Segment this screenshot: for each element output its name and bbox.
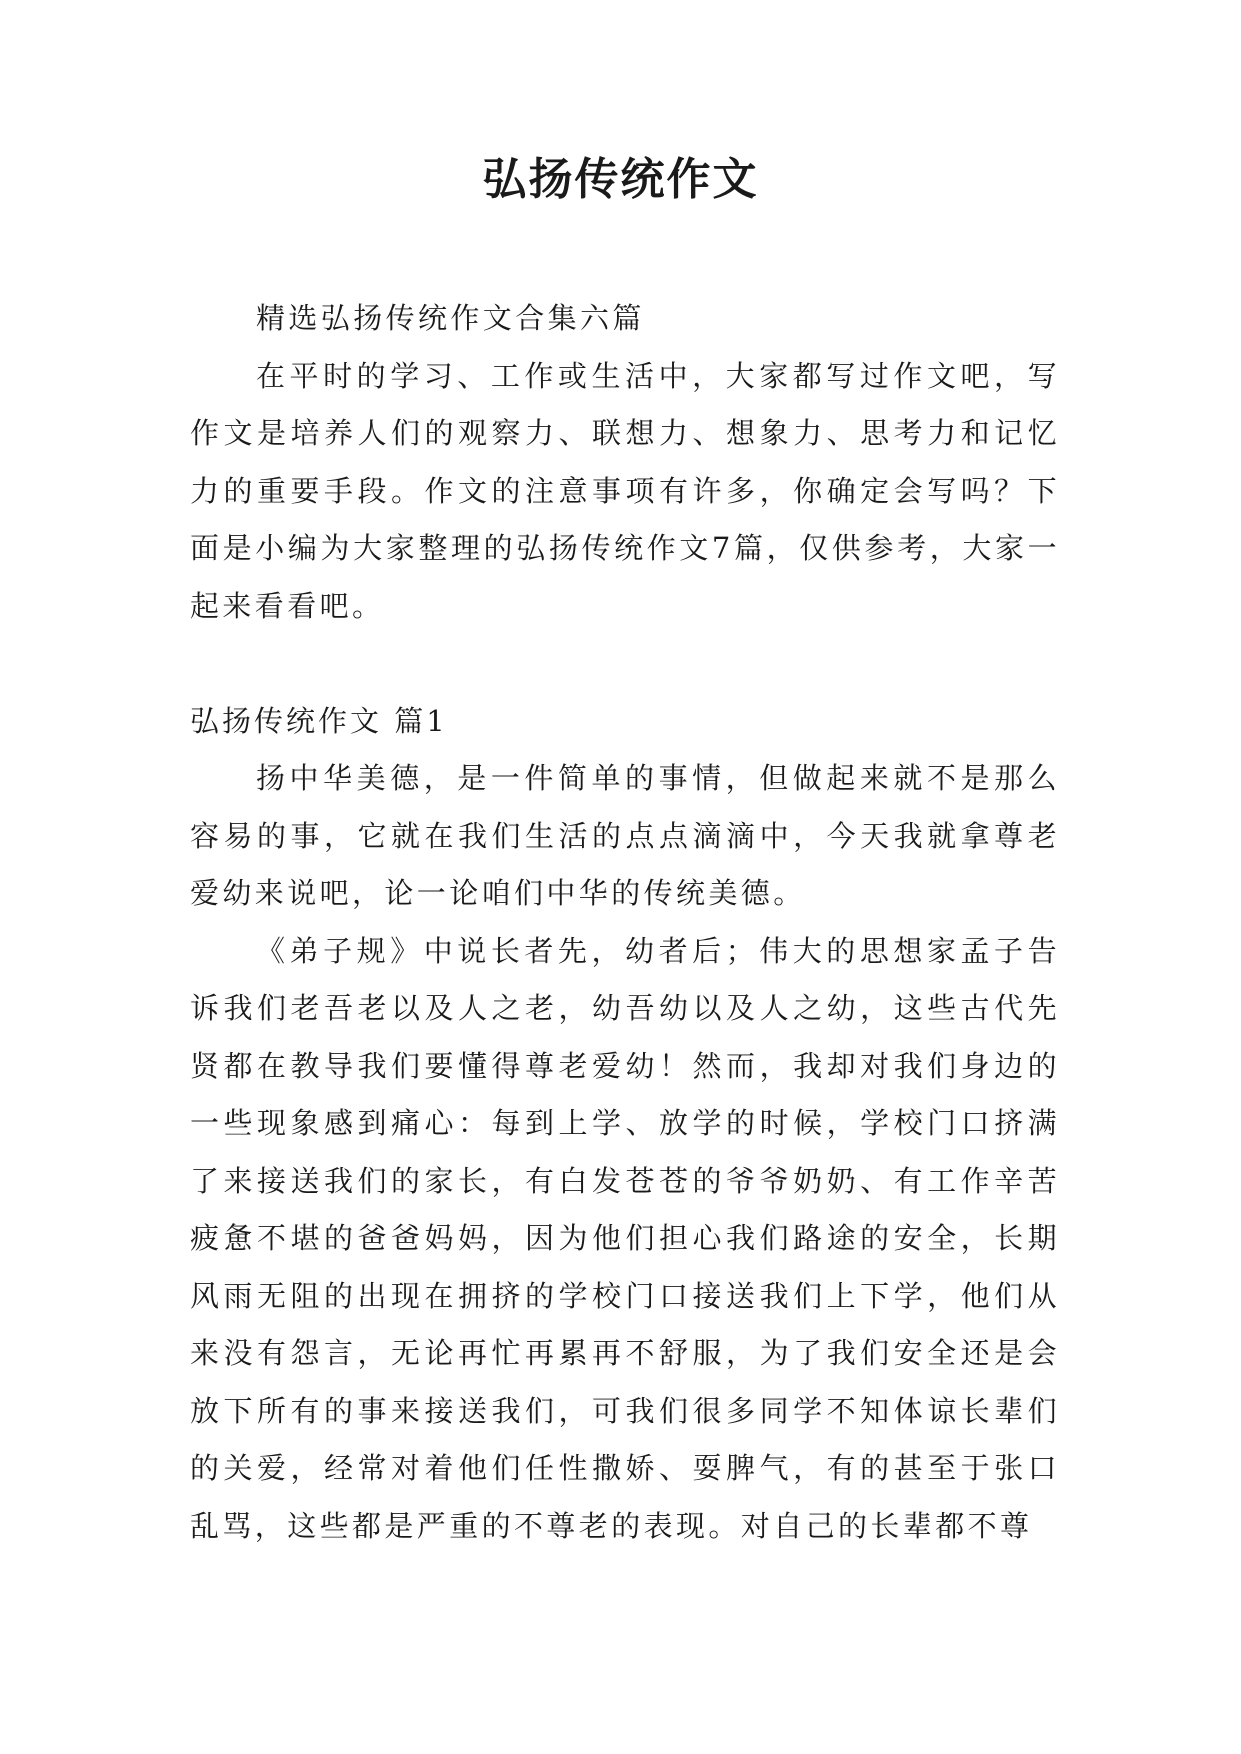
intro-subtitle: 精选弘扬传统作文合集六篇 <box>256 301 645 335</box>
section-paragraph: 《弟子规》中说长者先，幼者后；伟大的思想家孟子告诉我们老吾老以及人之老，幼吾幼以及人之幼，这些古代先贤都在教导我们要懂得尊老爱幼！然而，我却对我们身边的一些现象感到痛心：每到上学、放学的时候，学校门口挤满了来接送我们的家长，有白发苍苍的爷爷奶奶、有工作辛苦疲惫不堪的爸爸妈妈，因为他们担心我们路途的安全，长期风雨无阻的出现在拥挤的学校门口接送我们上下学，他们从来没有怨言，无论再忙再累再不舒服，为了我们安全还是会放下所有的事来接送我们，可我们很多同学不知体谅长辈们的关爱，经常对着他们任性撒娇、耍脾气，有的甚至于张口乱骂，这些都是严重的不尊老的表现。对自己的长辈都不尊 <box>190 933 1060 1543</box>
section-paragraph: 扬中华美德，是一件简单的事情，但做起来就不是那么容易的事，它就在我们生活的点点滴滴中，今天我就拿尊老爱幼来说吧，论一论咱们中华的传统美德。 <box>190 761 1060 910</box>
section-heading: 弘扬传统作文 篇1 <box>190 703 448 738</box>
document-body <box>190 290 1060 1555</box>
intro-paragraph: 在平时的学习、工作或生活中，大家都写过作文吧，写作文是培养人们的观察力、联想力、想象力、思考力和记忆力的重要手段。作文的注意事项有许多，你确定会写吗？下面是小编为大家整理的弘扬传统作文7篇，仅供参考，大家一起来看看吧。 <box>190 358 1060 623</box>
document-title: 弘扬传统作文 <box>482 154 759 205</box>
